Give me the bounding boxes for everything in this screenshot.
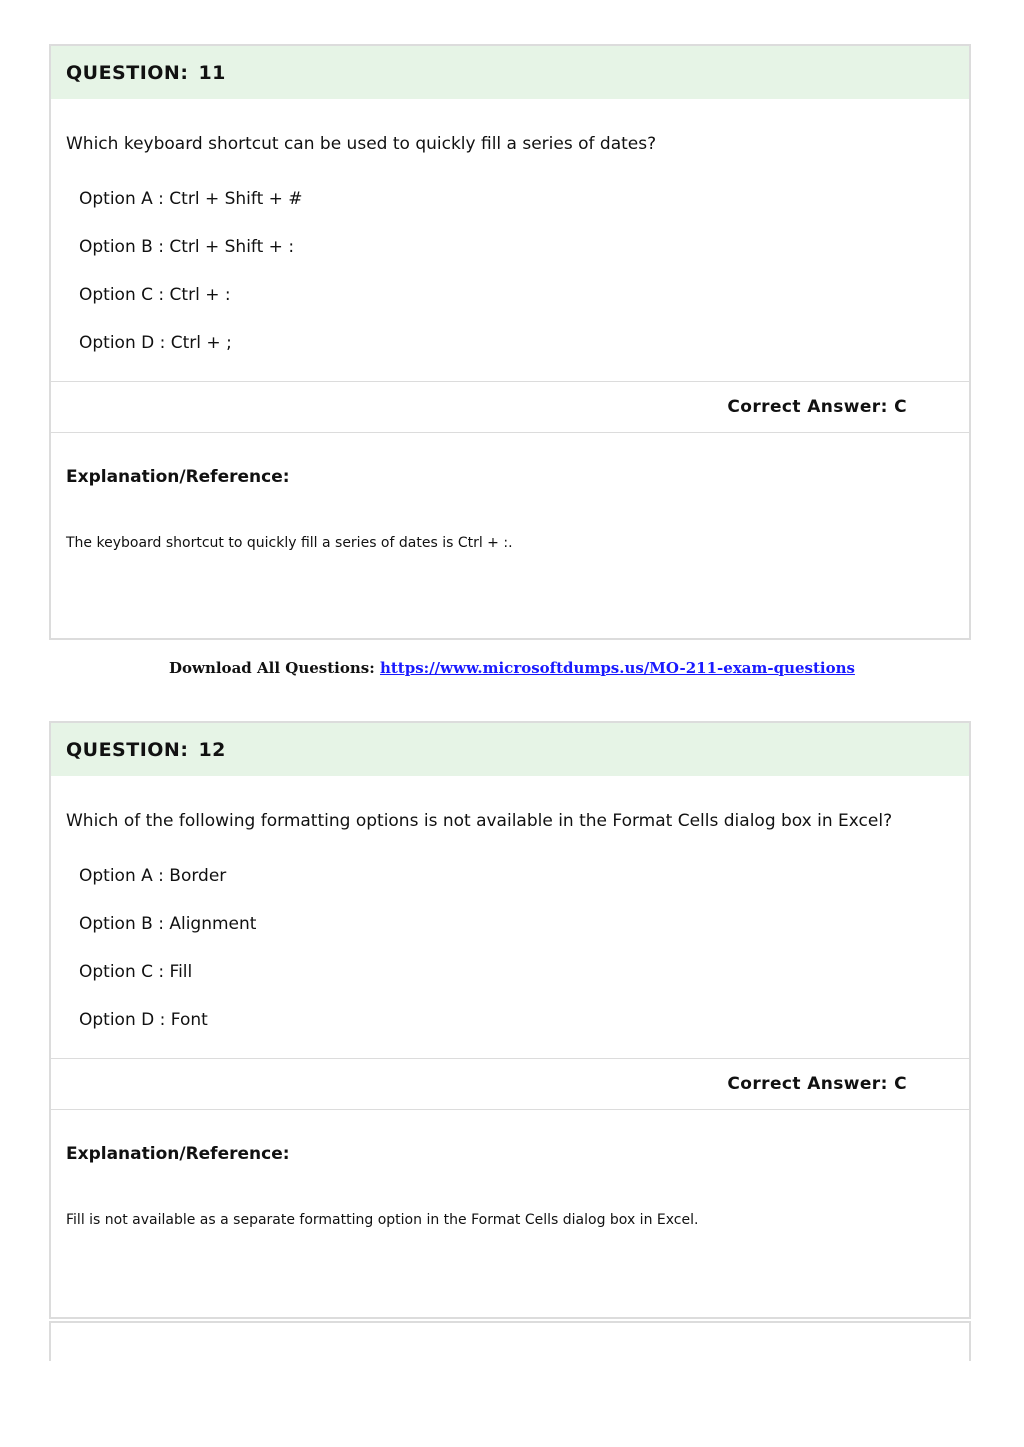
option-a: Option A : Ctrl + Shift + # xyxy=(79,189,303,209)
question-card-12 xyxy=(49,721,971,1319)
explanation-title: Explanation/Reference: xyxy=(66,467,290,487)
download-link[interactable]: https://www.microsoftdumps.us/MO-211-exam-questions xyxy=(379,659,855,677)
explanation-title: Explanation/Reference: xyxy=(66,1144,290,1164)
question-card-11 xyxy=(49,44,971,640)
option-list xyxy=(51,187,969,355)
option-list xyxy=(51,864,969,1032)
option-b: Option B : Alignment xyxy=(79,914,257,934)
correct-answer: Correct Answer: C xyxy=(727,1074,907,1094)
question-text: Which of the following formatting options is not available in the Format Cells dialog box in Excel? xyxy=(66,811,893,831)
question-label: QUESTION: xyxy=(66,738,189,761)
option-c: Option C : Ctrl + : xyxy=(79,285,231,305)
question-number: 12 xyxy=(198,738,226,761)
question-number: 11 xyxy=(198,61,226,84)
option-a: Option A : Border xyxy=(79,866,227,886)
question-header xyxy=(51,46,969,99)
explanation-text: The keyboard shortcut to quickly fill a series of dates is Ctrl + :. xyxy=(66,535,513,551)
question-header xyxy=(51,723,969,776)
option-c: Option C : Fill xyxy=(79,962,193,982)
option-d: Option D : Font xyxy=(79,1010,208,1030)
question-text: Which keyboard shortcut can be used to quickly fill a series of dates? xyxy=(66,134,657,154)
correct-answer-row xyxy=(51,1058,969,1110)
download-line xyxy=(0,659,1024,677)
option-d: Option D : Ctrl + ; xyxy=(79,333,232,353)
question-card-partial xyxy=(49,1321,971,1361)
correct-answer-row xyxy=(51,381,969,433)
correct-answer: Correct Answer: C xyxy=(727,397,907,417)
explanation-text: Fill is not available as a separate formatting option in the Format Cells dialog box in Excel. xyxy=(66,1212,699,1228)
question-label: QUESTION: xyxy=(66,61,189,84)
download-label: Download All Questions: xyxy=(169,659,375,677)
option-b: Option B : Ctrl + Shift + : xyxy=(79,237,295,257)
